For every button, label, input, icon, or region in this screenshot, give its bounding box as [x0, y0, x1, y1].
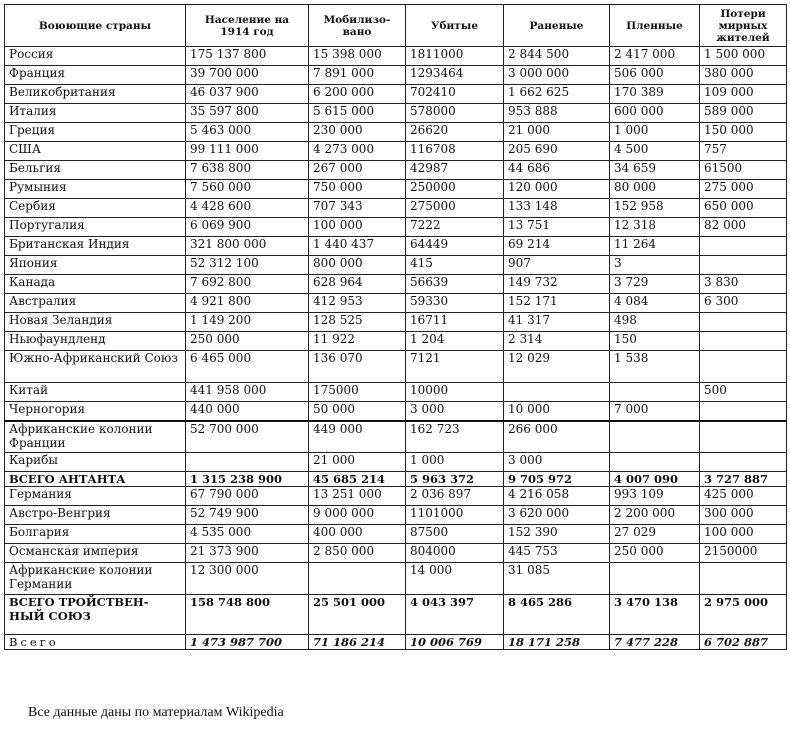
value-cell: 757: [700, 142, 787, 161]
value-cell: 52 700 000: [186, 421, 309, 453]
value-cell: 10 000: [504, 402, 610, 421]
country-cell: Сербия: [5, 199, 186, 218]
country-cell: Франция: [5, 66, 186, 85]
value-cell: 628 964: [309, 275, 406, 294]
table-row: [5, 313, 787, 332]
table-row: [5, 66, 787, 85]
table-row: [5, 237, 787, 256]
value-cell: [700, 332, 787, 351]
value-cell: 42987: [406, 161, 504, 180]
country-cell: Черногория: [5, 402, 186, 421]
value-cell: 12 318: [610, 218, 700, 237]
value-cell: 4 216 058: [504, 487, 610, 506]
value-cell: 2 036 897: [406, 487, 504, 506]
value-cell: 7 638 800: [186, 161, 309, 180]
value-cell: 589 000: [700, 104, 787, 123]
value-cell: 67 790 000: [186, 487, 309, 506]
value-cell: 116708: [406, 142, 504, 161]
value-cell: 250000: [406, 180, 504, 199]
header-population: Население на 1914 год: [186, 5, 309, 47]
value-cell: 205 690: [504, 142, 610, 161]
header-row: [5, 5, 787, 47]
value-cell: 600 000: [610, 104, 700, 123]
value-cell: 27 029: [610, 525, 700, 544]
value-cell: 1293464: [406, 66, 504, 85]
country-cell: ВСЕГО АНТАНТА: [5, 472, 186, 487]
value-cell: [504, 383, 610, 402]
value-cell: 7 891 000: [309, 66, 406, 85]
value-cell: 267 000: [309, 161, 406, 180]
value-cell: 12 300 000: [186, 563, 309, 595]
value-cell: [700, 237, 787, 256]
value-cell: 99 111 000: [186, 142, 309, 161]
value-cell: [186, 453, 309, 472]
table-row: [5, 563, 787, 595]
value-cell: 8 465 286: [504, 595, 610, 635]
value-cell: 4 428 600: [186, 199, 309, 218]
country-cell: Румыния: [5, 180, 186, 199]
value-cell: [700, 313, 787, 332]
value-cell: 45 685 214: [309, 472, 406, 487]
value-cell: 300 000: [700, 506, 787, 525]
value-cell: 100 000: [700, 525, 787, 544]
country-cell: Южно-Африканский Союз: [5, 351, 186, 383]
casualties-table: [4, 4, 787, 650]
value-cell: 64449: [406, 237, 504, 256]
value-cell: 1 149 200: [186, 313, 309, 332]
value-cell: 120 000: [504, 180, 610, 199]
value-cell: 71 186 214: [309, 635, 406, 650]
table-row: [5, 275, 787, 294]
value-cell: 5 463 000: [186, 123, 309, 142]
value-cell: 152 390: [504, 525, 610, 544]
value-cell: 133 148: [504, 199, 610, 218]
value-cell: 4 500: [610, 142, 700, 161]
value-cell: 3: [610, 256, 700, 275]
header-country: Воюющие страны: [5, 5, 186, 47]
value-cell: 7 477 228: [610, 635, 700, 650]
table-row: [5, 218, 787, 237]
value-cell: 1 538: [610, 351, 700, 383]
table-row: [5, 199, 787, 218]
value-cell: [700, 563, 787, 595]
value-cell: 52 312 100: [186, 256, 309, 275]
value-cell: 16711: [406, 313, 504, 332]
value-cell: 39 700 000: [186, 66, 309, 85]
country-cell: Канада: [5, 275, 186, 294]
value-cell: 175 137 800: [186, 47, 309, 66]
value-cell: 158 748 800: [186, 595, 309, 635]
value-cell: 800 000: [309, 256, 406, 275]
value-cell: 15 398 000: [309, 47, 406, 66]
value-cell: 1 000: [406, 453, 504, 472]
value-cell: 50 000: [309, 402, 406, 421]
value-cell: 1101000: [406, 506, 504, 525]
value-cell: 2 844 500: [504, 47, 610, 66]
value-cell: 10 006 769: [406, 635, 504, 650]
country-cell: Ньюфаундленд: [5, 332, 186, 351]
value-cell: 2 200 000: [610, 506, 700, 525]
table-body: [5, 47, 787, 650]
table-row: [5, 506, 787, 525]
value-cell: 707 343: [309, 199, 406, 218]
value-cell: 907: [504, 256, 610, 275]
value-cell: 578000: [406, 104, 504, 123]
value-cell: 6 300: [700, 294, 787, 313]
table-row: [5, 487, 787, 506]
value-cell: 441 958 000: [186, 383, 309, 402]
value-cell: 13 251 000: [309, 487, 406, 506]
value-cell: 5 615 000: [309, 104, 406, 123]
country-cell: Португалия: [5, 218, 186, 237]
value-cell: 7 560 000: [186, 180, 309, 199]
value-cell: [610, 383, 700, 402]
value-cell: 1 440 437: [309, 237, 406, 256]
value-cell: 250 000: [186, 332, 309, 351]
value-cell: 2 850 000: [309, 544, 406, 563]
value-cell: 3 000 000: [504, 66, 610, 85]
value-cell: 266 000: [504, 421, 610, 453]
value-cell: 11 264: [610, 237, 700, 256]
value-cell: 26620: [406, 123, 504, 142]
value-cell: 650 000: [700, 199, 787, 218]
value-cell: 14 000: [406, 563, 504, 595]
value-cell: 35 597 800: [186, 104, 309, 123]
value-cell: 3 830: [700, 275, 787, 294]
value-cell: [700, 421, 787, 453]
header-civilian-losses: Потери мирных жителей: [700, 5, 787, 47]
value-cell: 46 037 900: [186, 85, 309, 104]
value-cell: 31 085: [504, 563, 610, 595]
value-cell: 2 314: [504, 332, 610, 351]
value-cell: 149 732: [504, 275, 610, 294]
value-cell: [700, 256, 787, 275]
value-cell: 275000: [406, 199, 504, 218]
table-row: [5, 402, 787, 421]
country-cell: Китай: [5, 383, 186, 402]
value-cell: 44 686: [504, 161, 610, 180]
value-cell: 380 000: [700, 66, 787, 85]
value-cell: 250 000: [610, 544, 700, 563]
country-cell: Африканские колонии Франции: [5, 421, 186, 453]
table-row: [5, 332, 787, 351]
country-cell: Африканские колонии Германии: [5, 563, 186, 595]
value-cell: 136 070: [309, 351, 406, 383]
value-cell: 1 473 987 700: [186, 635, 309, 650]
table-row: [5, 161, 787, 180]
footnote: Все данные даны по материалам Wikipedia: [28, 705, 284, 720]
value-cell: 6 069 900: [186, 218, 309, 237]
value-cell: 59330: [406, 294, 504, 313]
value-cell: 34 659: [610, 161, 700, 180]
value-cell: 10000: [406, 383, 504, 402]
value-cell: [700, 402, 787, 421]
value-cell: 4 007 090: [610, 472, 700, 487]
table-row: [5, 294, 787, 313]
value-cell: 506 000: [610, 66, 700, 85]
value-cell: 412 953: [309, 294, 406, 313]
value-cell: 4 043 397: [406, 595, 504, 635]
country-cell: Британская Индия: [5, 237, 186, 256]
value-cell: 425 000: [700, 487, 787, 506]
value-cell: 7 692 800: [186, 275, 309, 294]
country-cell: Великобритания: [5, 85, 186, 104]
value-cell: 82 000: [700, 218, 787, 237]
value-cell: 3 000: [406, 402, 504, 421]
country-cell: Австралия: [5, 294, 186, 313]
table-row: [5, 595, 787, 635]
value-cell: 9 705 972: [504, 472, 610, 487]
value-cell: 128 525: [309, 313, 406, 332]
value-cell: 11 922: [309, 332, 406, 351]
table-row: [5, 544, 787, 563]
header-wounded: Раненые: [504, 5, 610, 47]
value-cell: 440 000: [186, 402, 309, 421]
value-cell: 13 751: [504, 218, 610, 237]
value-cell: 6 465 000: [186, 351, 309, 383]
country-cell: Греция: [5, 123, 186, 142]
value-cell: 21 373 900: [186, 544, 309, 563]
value-cell: 3 729: [610, 275, 700, 294]
header-prisoners: Пленные: [610, 5, 700, 47]
value-cell: 1 315 238 900: [186, 472, 309, 487]
value-cell: 162 723: [406, 421, 504, 453]
value-cell: 1 500 000: [700, 47, 787, 66]
value-cell: 445 753: [504, 544, 610, 563]
country-cell: Османская империя: [5, 544, 186, 563]
value-cell: [610, 563, 700, 595]
value-cell: 170 389: [610, 85, 700, 104]
value-cell: 4 921 800: [186, 294, 309, 313]
country-cell: Италия: [5, 104, 186, 123]
table-row: [5, 472, 787, 487]
table-row: [5, 256, 787, 275]
value-cell: 1 204: [406, 332, 504, 351]
value-cell: 3 727 887: [700, 472, 787, 487]
table-row: [5, 142, 787, 161]
value-cell: 80 000: [610, 180, 700, 199]
value-cell: 1 662 625: [504, 85, 610, 104]
table-row: [5, 383, 787, 402]
value-cell: 953 888: [504, 104, 610, 123]
country-cell: Германия: [5, 487, 186, 506]
value-cell: 41 317: [504, 313, 610, 332]
value-cell: 87500: [406, 525, 504, 544]
value-cell: 449 000: [309, 421, 406, 453]
table-row: [5, 123, 787, 142]
value-cell: 109 000: [700, 85, 787, 104]
value-cell: 993 109: [610, 487, 700, 506]
table-row: [5, 635, 787, 650]
value-cell: 4 273 000: [309, 142, 406, 161]
value-cell: 150: [610, 332, 700, 351]
country-cell: Россия: [5, 47, 186, 66]
header-mobilized: Мобилизо-вано: [309, 5, 406, 47]
value-cell: 56639: [406, 275, 504, 294]
country-cell: США: [5, 142, 186, 161]
table-row: [5, 47, 787, 66]
country-cell: Всего: [5, 635, 186, 650]
table-row: [5, 85, 787, 104]
value-cell: [610, 453, 700, 472]
value-cell: 152 958: [610, 199, 700, 218]
country-cell: Новая Зеландия: [5, 313, 186, 332]
value-cell: 1 000: [610, 123, 700, 142]
value-cell: 400 000: [309, 525, 406, 544]
value-cell: 25 501 000: [309, 595, 406, 635]
value-cell: 230 000: [309, 123, 406, 142]
country-cell: ВСЕГО ТРОЙСТВЕН-НЫЙ СОЮЗ: [5, 595, 186, 635]
value-cell: 4 084: [610, 294, 700, 313]
value-cell: 1811000: [406, 47, 504, 66]
value-cell: 3 470 138: [610, 595, 700, 635]
value-cell: 69 214: [504, 237, 610, 256]
value-cell: 52 749 900: [186, 506, 309, 525]
value-cell: [309, 563, 406, 595]
value-cell: 4 535 000: [186, 525, 309, 544]
table-row: [5, 180, 787, 199]
value-cell: [700, 453, 787, 472]
table-row: [5, 453, 787, 472]
country-cell: Австро-Венгрия: [5, 506, 186, 525]
country-cell: Болгария: [5, 525, 186, 544]
value-cell: 804000: [406, 544, 504, 563]
table-row: [5, 104, 787, 123]
value-cell: 3 000: [504, 453, 610, 472]
value-cell: 100 000: [309, 218, 406, 237]
value-cell: 21 000: [504, 123, 610, 142]
value-cell: 321 800 000: [186, 237, 309, 256]
value-cell: 12 029: [504, 351, 610, 383]
value-cell: 21 000: [309, 453, 406, 472]
value-cell: 415: [406, 256, 504, 275]
country-cell: Бельгия: [5, 161, 186, 180]
table-row: [5, 351, 787, 383]
value-cell: 5 963 372: [406, 472, 504, 487]
value-cell: 702410: [406, 85, 504, 104]
value-cell: 2 417 000: [610, 47, 700, 66]
value-cell: 152 171: [504, 294, 610, 313]
table-row: [5, 421, 787, 453]
value-cell: 2 975 000: [700, 595, 787, 635]
value-cell: 2150000: [700, 544, 787, 563]
country-cell: Карибы: [5, 453, 186, 472]
value-cell: 6 200 000: [309, 85, 406, 104]
value-cell: 500: [700, 383, 787, 402]
value-cell: 750 000: [309, 180, 406, 199]
value-cell: 18 171 258: [504, 635, 610, 650]
table-row: [5, 525, 787, 544]
value-cell: 275 000: [700, 180, 787, 199]
country-cell: Япония: [5, 256, 186, 275]
value-cell: 3 620 000: [504, 506, 610, 525]
value-cell: 61500: [700, 161, 787, 180]
value-cell: 7222: [406, 218, 504, 237]
value-cell: 150 000: [700, 123, 787, 142]
value-cell: 6 702 887: [700, 635, 787, 650]
value-cell: 7121: [406, 351, 504, 383]
value-cell: 498: [610, 313, 700, 332]
header-killed: Убитые: [406, 5, 504, 47]
value-cell: 175000: [309, 383, 406, 402]
value-cell: 7 000: [610, 402, 700, 421]
value-cell: [700, 351, 787, 383]
value-cell: [610, 421, 700, 453]
value-cell: 9 000 000: [309, 506, 406, 525]
